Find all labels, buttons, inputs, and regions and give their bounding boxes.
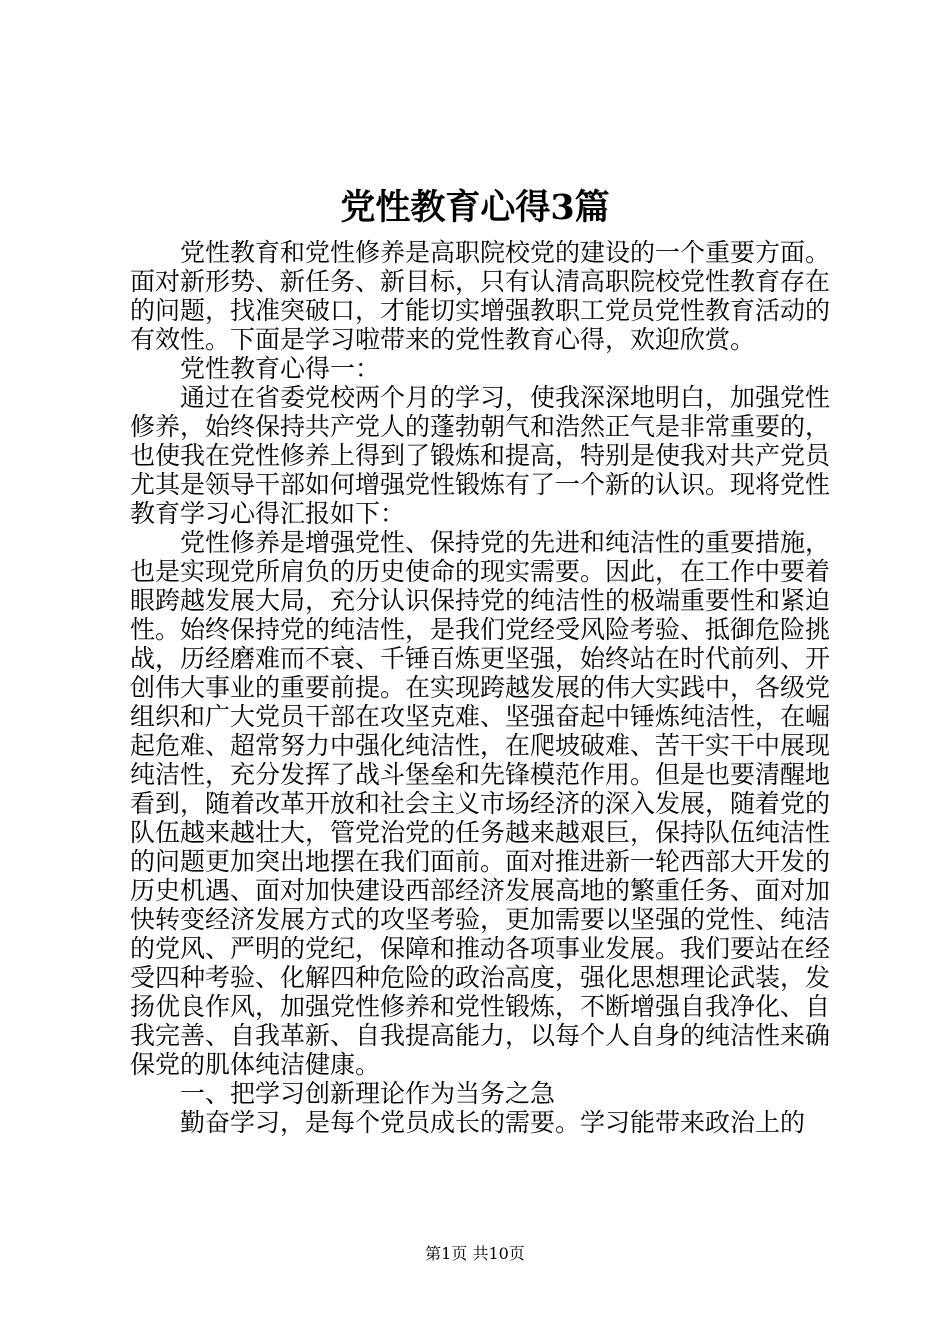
paragraph-body: 党性修养是增强党性、保持党的先进和纯洁性的重要措施，也是实现党所肩负的历史使命的现实需要。因此，在工作中要着眼跨越发展大局，充分认识保持党的纯洁性的极端重要性和紧迫性。始终保持党的纯洁性，是我们党经受风险考验、抵御危险挑战，历经磨难而不衰、千锤百炼更坚强，始终站在时代前列、开创伟大事业的重要前提。在实现跨越发展的伟大实践中，各级党组织和广大党员干部在攻坚克难、坚强奋起中锤炼纯洁性，在崛起危难、超常努力中强化纯洁性，在爬坡破难、苦干实干中展现纯洁性，充分发挥了战斗堡垒和先锋模范作用。但是也要清醒地看到，随着改革开放和社会主义市场经济的深入发展，随着党的队伍越来越壮大，管党治党的任务越来越艰巨，保持队伍纯洁性的问题更加突出地摆在我们面前。面对推进新一轮西部大开发的历史机遇、面对加快建设西部经济发展高地的繁重任务、面对加快转变经济发展方式的攻坚考验，更加需要以坚强的党性、纯洁的党风、严明的党纪，保障和推动各项事业发展。我们要站在经受四种考验、化解四种危险的政治高度，强化思想理论武装，发扬优良作风，加强党性修养和党性锻炼，不断增强自我净化、自我完善、自我革新、自我提高能力，以每个人自身的纯洁性来确保党的肌体纯洁健康。 bbox=[130, 528, 831, 1079]
paragraph-section-heading: 党性教育心得一： bbox=[180, 354, 381, 383]
paragraph-intro: 党性教育和党性修养是高职院校党的建设的一个重要方面。面对新形势、新任务、新目标，只有认清高职院校党性教育存在的问题，找准突破口，才能切实增强教职工党员党性教育活动的有效性。下面是学习啦带来的党性教育心得，欢迎欣赏。 bbox=[130, 238, 831, 354]
document-title: 党性教育心得3篇 bbox=[340, 187, 610, 228]
page-number-footer: 第1页 共10页 bbox=[425, 1244, 525, 1263]
paragraph-subheading: 一、把学习创新理论作为当务之急 bbox=[180, 1079, 556, 1108]
document-body bbox=[130, 238, 830, 1137]
paragraph-body: 通过在省委党校两个月的学习，使我深深地明白，加强党性修养，始终保持共产党人的蓬勃朝气和浩然正气是非常重要的，也使我在党性修养上得到了锻炼和提高，特别是使我对共产党员尤其是领导干部如何增强党性锻炼有了一个新的认识。现将党性教育学习心得汇报如下： bbox=[130, 383, 831, 528]
paragraph-body: 勤奋学习，是每个党员成长的需要。学习能带来政治上的 bbox=[180, 1108, 806, 1137]
